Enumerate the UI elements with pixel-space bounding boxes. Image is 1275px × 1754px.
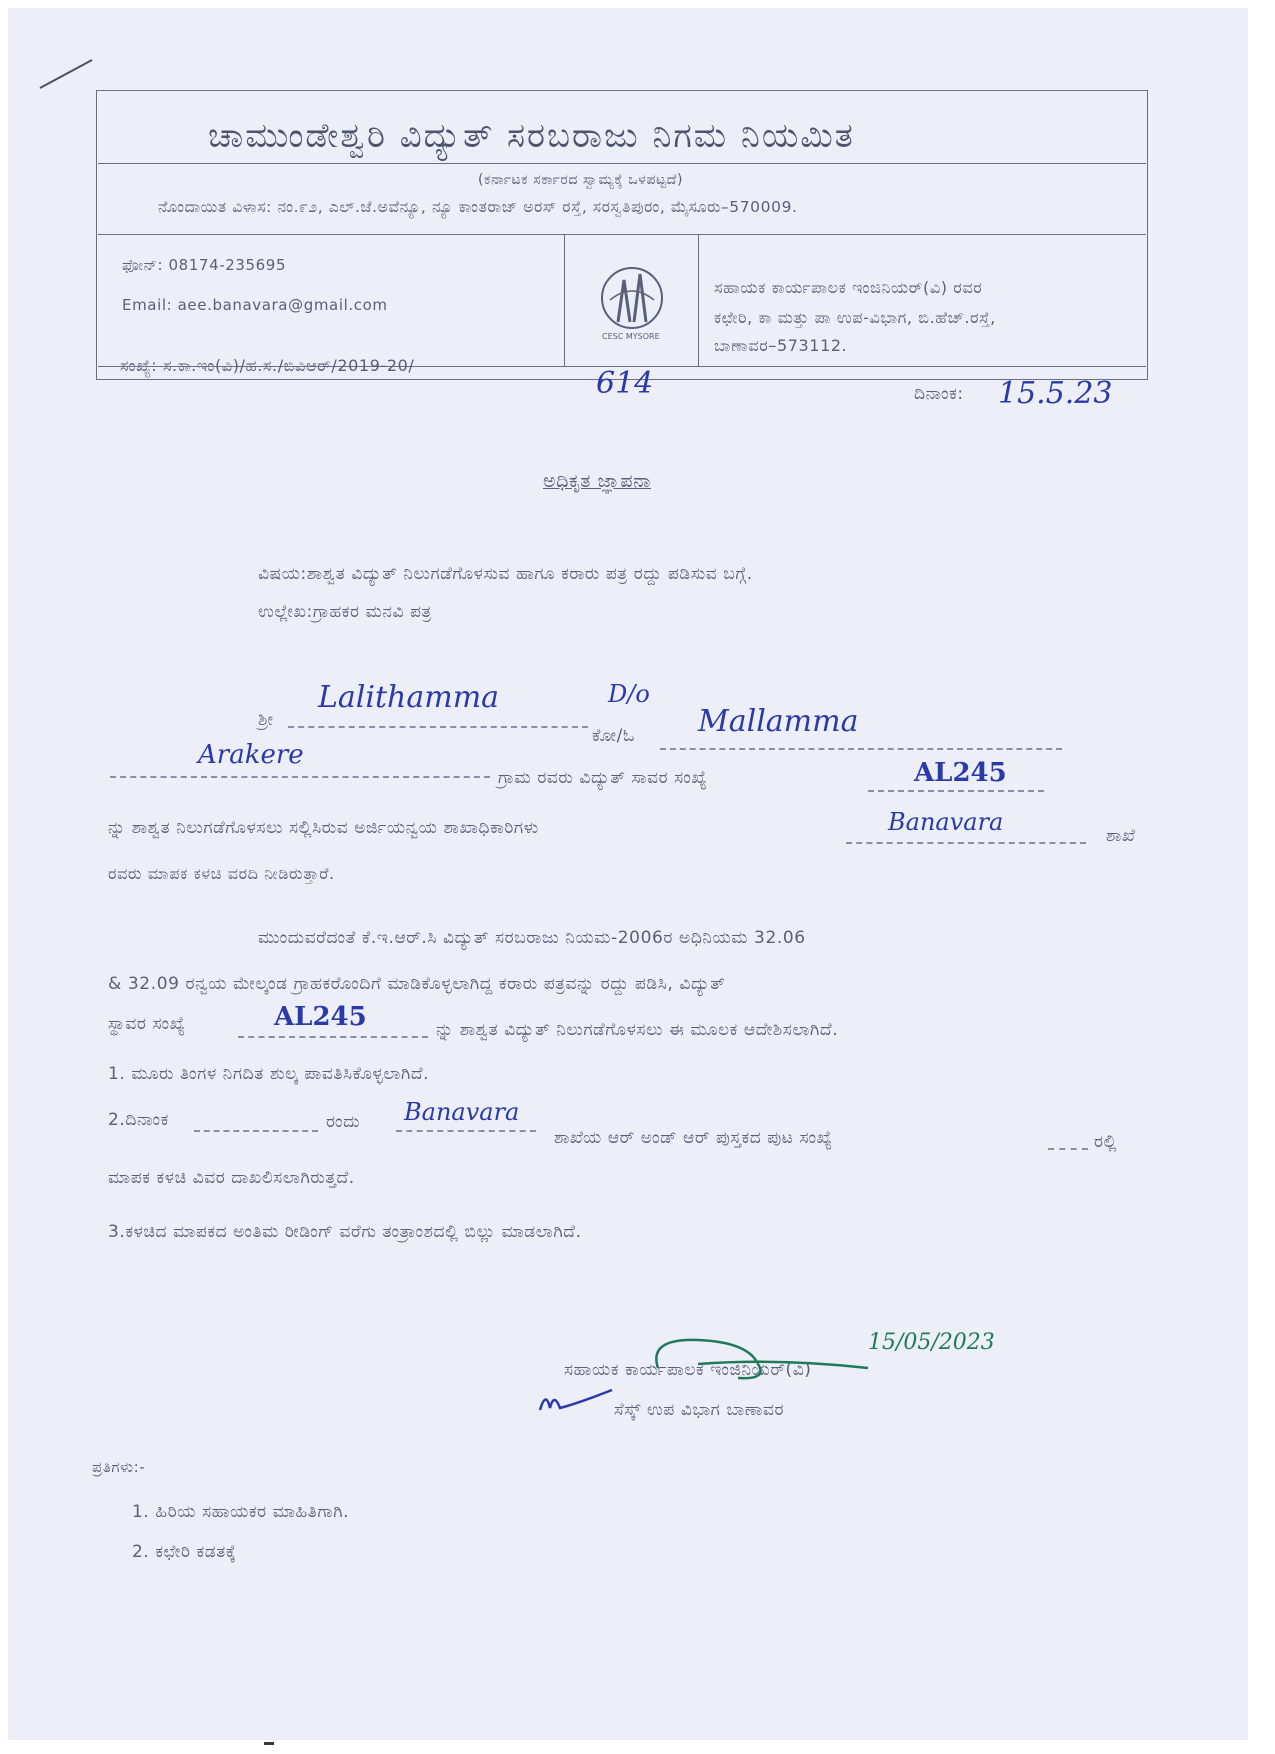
reference-line: ಉಲ್ಲೇಖ:ಗ್ರಾಹಕರ ಮನವಿ ಪತ್ರ bbox=[258, 602, 432, 622]
date-label: ದಿನಾಂಕ: bbox=[914, 384, 964, 404]
copies-label: ಪ್ರತಿಗಳು:- bbox=[92, 1458, 146, 1476]
ko-label: ಕೋ/ಓ bbox=[592, 726, 636, 746]
installation-number: AL245 bbox=[914, 758, 1007, 788]
para2-line-3-prefix: ಸ್ಥಾವರ ಸಂಖ್ಯೆ bbox=[108, 1014, 186, 1034]
item-3: 3.ಕಳಚಿದ ಮಾಪಕದ ಅಂತಿಮ ರೀಡಿಂಗ್ ವರೆಗು ತಂತ್ರಾಂಶದಲ್ಲಿ ಬಿಲ್ಲು ಮಾಡಲಾಗಿದೆ. bbox=[108, 1222, 582, 1242]
item-1: 1. ಮೂರು ತಿಂಗಳ ನಿಗದಿತ ಶುಲ್ಕ ಪಾವತಿಸಿಕೊಳ್ಳಲಾಗಿದೆ. bbox=[108, 1064, 430, 1084]
signatory-office: ಸೆಸ್ಕ್ ಉಪ ವಿಭಾಗ ಬಾಣಾವರ bbox=[614, 1400, 785, 1420]
item-2-prefix: 2.ದಿನಾಂಕ bbox=[108, 1110, 169, 1130]
memo-title: ಅಧಿಕೃತ ಜ್ಞಾಪನಾ bbox=[543, 470, 652, 492]
signature-scribble bbox=[638, 1328, 878, 1388]
divider bbox=[98, 234, 1146, 235]
divider bbox=[698, 234, 699, 366]
initials-scribble bbox=[536, 1384, 616, 1420]
copy-1: 1. ಹಿರಿಯ ಸಹಾಯಕರ ಮಾಹಿತಿಗಾಗಿ. bbox=[132, 1502, 350, 1522]
company-logo bbox=[580, 252, 684, 348]
body-line-4: ರವರು ಮಾಪಕ ಕಳಚಿ ವರದಿ ನೀಡಿರುತ್ತಾರೆ. bbox=[108, 864, 335, 883]
office-line-1: ಸಹಾಯಕ ಕಾರ್ಯಪಾಲಕ ಇಂಜಿನಿಯರ್(ವಿ) ರವರ bbox=[714, 278, 983, 297]
reference-number: 614 bbox=[596, 366, 654, 401]
village-name: Arakere bbox=[198, 740, 304, 770]
item-2-line-2: ಮಾಪಕ ಕಳಚಿ ವಿವರ ದಾಖಲಿಸಲಾಗಿರುತ್ತದೆ. bbox=[108, 1168, 355, 1188]
pen-mark bbox=[36, 56, 96, 92]
item-2-rall: ರಲ್ಲಿ bbox=[1094, 1132, 1118, 1152]
section-suffix: ಶಾಖೆ bbox=[1106, 826, 1136, 846]
office-line-2: ಕಛೇರಿ, ಕಾ ಮತ್ತು ಪಾ ಉಪ-ವಿಭಾಗ, ಬಿ.ಹೆಚ್.ರಸ್ತೆ, bbox=[714, 308, 996, 327]
logo-caption: CESC MYSORE bbox=[602, 332, 660, 341]
divider bbox=[564, 234, 565, 366]
org-name: ಚಾಮುಂಡೇಶ್ವರಿ ವಿದ್ಯುತ್ ಸರಬರಾಜು ನಿಗಮ ನಿಯಮಿತ bbox=[208, 116, 855, 156]
reference-label: ಸಂಖ್ಯೆ: ಸ.ಕಾ.ಇಂ(ವಿ)/ಹ.ಸ./ಬಿವಿಆರ್/2019-20/ bbox=[120, 356, 415, 375]
office-line-3: ಬಾಣಾವರ–573112. bbox=[714, 336, 848, 355]
consumer-name: Lalithamma bbox=[318, 680, 500, 715]
registered-address: ನೊಂದಾಯಿತ ವಿಳಾಸ: ನಂ.೯೨, ಎಲ್.ಜೆ.ಅವೆನ್ಯೂ, ನ್ಯೂ ಕಾಂತರಾಜ್ ಅರಸ್ ರಸ್ತೆ, ಸರಸ್ವತಿಪುರಂ, ಮೈಸೂರು–570009. bbox=[158, 198, 798, 216]
signature-date: 15/05/2023 bbox=[868, 1330, 995, 1355]
phone-number: ಫೋನ್: 08174-235695 bbox=[122, 256, 287, 274]
section-name: Banavara bbox=[888, 808, 1004, 836]
blank-line bbox=[1048, 1136, 1088, 1150]
date-value: 15.5.23 bbox=[998, 376, 1113, 411]
village-suffix: ಗ್ರಾಮ ರವರು ವಿದ್ಯುತ್ ಸಾವರ ಸಂಖ್ಯೆ bbox=[498, 768, 708, 788]
document-page bbox=[8, 8, 1248, 1740]
divider bbox=[98, 163, 1146, 164]
installation-number-2: AL245 bbox=[274, 1002, 367, 1032]
item-2-randu: ರಂದು bbox=[326, 1112, 361, 1132]
copy-2: 2. ಕಛೇರಿ ಕಡತಕ್ಕೆ bbox=[132, 1542, 237, 1562]
para2-line-3-suffix: ನ್ನು ಶಾಶ್ವತ ವಿದ್ಯುತ್ ನಿಲುಗಡೆಗೊಳಸಲು ಈ ಮೂಲಕ ಆದೇಶಿಸಲಾಗಿದೆ. bbox=[436, 1020, 839, 1040]
email-address: Email: aee.banavara@gmail.com bbox=[122, 296, 388, 314]
sri-label: ಶ್ರೀ bbox=[258, 710, 274, 730]
subject-line: ವಿಷಯ:ಶಾಶ್ವತ ವಿದ್ಯುತ್ ನಿಲುಗಡೆಗೊಳಸುವ ಹಾಗೂ ಕರಾರು ಪತ್ರ ರದ್ದು ಪಡಿಸುವ ಬಗ್ಗೆ. bbox=[258, 564, 753, 584]
org-subtitle: (ಕರ್ನಾಟಕ ಸರ್ಕಾರದ ಸ್ವಾಮ್ಯಕ್ಕೆ ಒಳಪಟ್ಟದೆ) bbox=[478, 172, 684, 188]
signatory-designation: ಸಹಾಯಕ ಕಾರ್ಯಪಾಲಕ ಇಂಜಿನಿಯರ್(ವಿ) bbox=[564, 1360, 812, 1380]
para2-line-1: ಮುಂದುವರೆದಂತೆ ಕೆ.ಇ.ಆರ್.ಸಿ ವಿದ್ಯುತ್ ಸರಬರಾಜು ನಿಯಮ-2006ರ ಅಧಿನಿಯಮ 32.06 bbox=[258, 928, 806, 948]
father-name: Mallamma bbox=[698, 704, 859, 739]
blank-line bbox=[194, 1116, 318, 1132]
body-line-3: ನ್ನು ಶಾಶ್ವತ ನಿಲುಗಡೆಗೊಳಸಲು ಸಲ್ಲಿಸಿರುವ ಅರ್ಜಿಯನ್ವಯ ಶಾಖಾಧಿಕಾರಿಗಳು bbox=[108, 818, 539, 838]
relation: D/o bbox=[608, 680, 650, 708]
stray-mark bbox=[264, 1742, 274, 1745]
item-2-suffix: ಶಾಖೆಯ ಆರ್ ಅಂಡ್ ಆರ್ ಪುಸ್ತಕದ ಪುಟ ಸಂಖ್ಯೆ bbox=[554, 1128, 833, 1148]
section-name-2: Banavara bbox=[404, 1098, 520, 1126]
para2-line-2: & 32.09 ರನ್ವಯ ಮೇಲ್ಕಂಡ ಗ್ರಾಹಕರೊಂದಿಗೆ ಮಾಡಿಕೊಳ್ಳಲಾಗಿದ್ದ ಕರಾರು ಪತ್ರವನ್ನು ರದ್ದು ಪಡಿಸಿ, ವಿದ್ಯುತ್ bbox=[108, 974, 726, 994]
